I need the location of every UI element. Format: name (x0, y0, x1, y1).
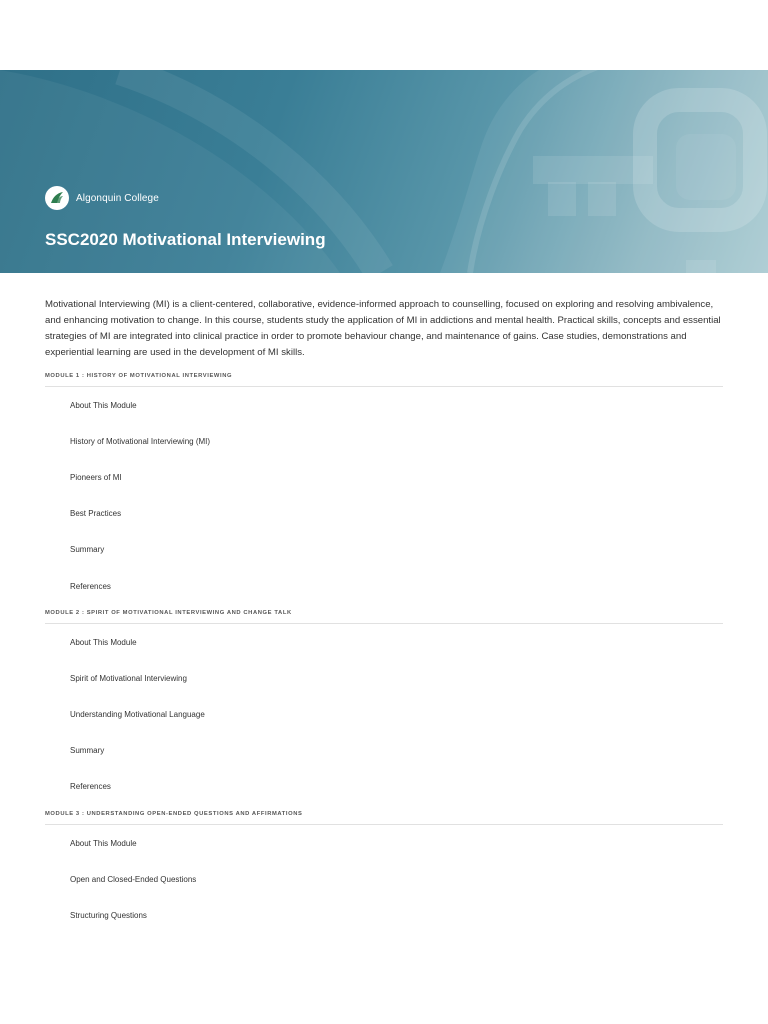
lesson-link[interactable]: Structuring Questions (70, 911, 147, 921)
lesson-link[interactable]: Summary (70, 746, 105, 756)
lesson-link[interactable]: References (70, 782, 111, 792)
module-header: MODULE 1 : HISTORY OF MOTIVATIONAL INTERVIEWING (45, 373, 723, 387)
lesson-link[interactable]: About This Module (70, 637, 137, 647)
module-header: MODULE 3 : UNDERSTANDING OPEN-ENDED QUESTIONS AND AFFIRMATIONS (45, 811, 723, 825)
lesson-link[interactable]: About This Module (70, 838, 137, 848)
brand-name: Algonquin College (76, 192, 159, 204)
lesson-link[interactable]: History of Motivational Interviewing (MI) (70, 436, 211, 446)
brand[interactable] (45, 186, 159, 210)
algonquin-logo-icon (45, 186, 69, 210)
lesson-link[interactable]: Summary (70, 545, 105, 555)
lesson-list (45, 387, 723, 604)
module-2 (45, 610, 723, 805)
lesson-link[interactable]: Understanding Motivational Language (70, 710, 205, 720)
lesson-link[interactable]: Pioneers of MI (70, 472, 122, 482)
module-header: MODULE 2 : SPIRIT OF MOTIVATIONAL INTERVIEWING AND CHANGE TALK (45, 610, 723, 624)
course-description: Motivational Interviewing (MI) is a client-centered, collaborative, evidence-informed approach to counselling, focused on exploring and resolving ambivalence, and enhancing motivation to change. In this course, students study the application of MI in addictions and mental health. Practical skills, concepts and essential strategies of MI are integrated into clinical practice in order to promote behaviour change, and maintenance of gains. Case studies, demonstrations and experiential learning are used in the development of MI skills. (45, 299, 721, 358)
lesson-link[interactable]: References (70, 581, 111, 591)
top-bar (0, 0, 768, 70)
course-title: SSC2020 Motivational Interviewing (45, 230, 326, 249)
module-1 (45, 373, 723, 604)
lesson-link[interactable]: About This Module (70, 400, 137, 410)
lesson-list (45, 825, 723, 934)
lesson-link[interactable]: Best Practices (70, 509, 122, 519)
course-banner (0, 70, 768, 273)
module-3 (45, 811, 723, 934)
lesson-list (45, 624, 723, 805)
lesson-link[interactable]: Spirit of Motivational Interviewing (70, 673, 187, 683)
lesson-link[interactable]: Open and Closed-Ended Questions (70, 874, 197, 884)
course-content (0, 297, 768, 934)
